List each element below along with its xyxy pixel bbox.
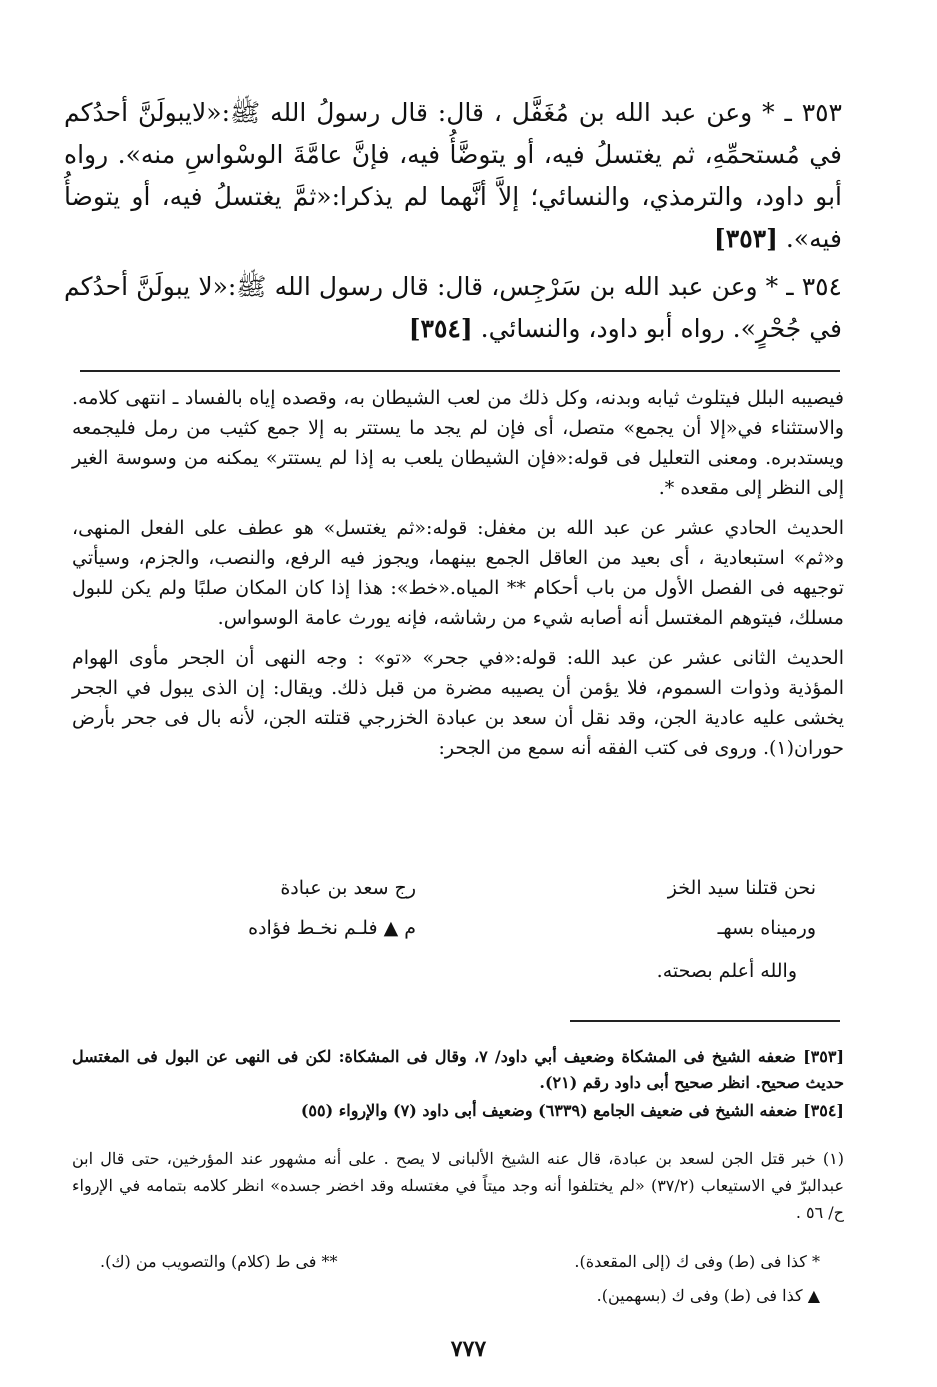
hadith-353-text: ٣٥٣ ـ * وعن عبد الله بن مُغَفَّل ، قال: قال رسولُ الله ﷺ:«لايبولَنَّ أحدُكم في مُستحمِّهِ، ثم يغتسلُ فيه، أو يتوضَّأُ فيه، فإنَّ عامَّةَ الوسْواسِ منه». رواه أبو داود، والترمذي، والنسائي؛ إلاَّ أنَّهما لم يذكرا:«ثمَّ يغتسلُ فيه، أو يتوضأُ فيه».: [64, 98, 842, 253]
hadith-354-ref: [٣٥٤]: [408, 314, 473, 343]
footnote-1-text: (١) خبر قتل الجن لسعد بن عبادة، قال عنه الشيخ الألبانى لا يصح . على أنه مشهور عند المؤرخين، حتى قال ابن عبدالبرّ في الاستيعاب (٣٧/٢) «لم يختلفوا أنه وجد ميتاً في مغتسله وقد اخضر جسده» انظر كلامه بتمامه في الإرواء ح/ ٥٦ .: [72, 1149, 844, 1222]
takhrij-notes: [72, 1044, 844, 1126]
variant-notes-row: [100, 1245, 820, 1279]
hadith-353-ref: [٣٥٣]: [713, 224, 778, 253]
hadith-353: [64, 92, 842, 260]
footnote-divider: [570, 1020, 840, 1022]
variant-notes: [100, 1245, 820, 1313]
poem-verse-1-second-half: رج سعد بن عبادة: [280, 877, 416, 899]
hadith-354-text: ٣٥٤ ـ * وعن عبد الله بن سَرْجِس، قال: قال رسول الله ﷺ:«لا يبولَنَّ أحدُكم في جُحْرٍ». رواه أبو داود، والنسائي.: [64, 272, 842, 343]
poem-verse-2-second-half: م ▲ فلـم نخـط فؤاده: [248, 917, 416, 939]
closing-line: والله أعلم بصحته.: [656, 960, 797, 982]
variant-note-star: * كذا فى (ط) وفى ك (إلى المقعدة).: [574, 1252, 820, 1271]
variant-note-double-star: ** فى ط (كلام) والتصويب من (ك).: [100, 1252, 338, 1271]
hadith-section: [64, 92, 842, 356]
section-divider: [80, 370, 840, 372]
poem: [96, 868, 816, 948]
poem-verse-2: [96, 908, 816, 948]
takhrij-note-353: [٣٥٣] ضعفه الشيخ فى المشكاة وضعيف أبي داود/ ٧، وقال فى المشكاة: لكن فى النهى عن البول فى المغتسل حديث صحيح. انظر صحيح أبى داود رقم (٢١).: [72, 1047, 845, 1092]
variant-note-triangle: ▲ كذا فى (ط) وفى ك (بسهمين).: [596, 1286, 820, 1305]
hadith-354: [64, 266, 842, 350]
footnote-1: [72, 1145, 844, 1226]
page-number: ٧٧٧: [450, 1336, 487, 1362]
commentary-paragraph-3: الحديث الثانى عشر عن عبد الله: قوله:«في جحر» «تو» : وجه النهى أن الجحر مأوى الهوام المؤذية وذوات السموم، فلا يؤمن أن يصيبه مضرة من قبل ذلك. ويقال: إن الذى يبول في الجحر يخشى عليه عادية الجن، وقد نقل أن سعد بن عبادة الخزرجي قتلته الجن، لأنه بال فى جحر بأرض حوران(١). وروى فى كتب الفقه أنه سمع من الجحر:: [72, 647, 844, 759]
commentary-paragraph-1: فيصيبه البلل فيتلوث ثيابه وبدنه، وكل ذلك من لعب الشيطان به، وقصده إياه بالفساد ـ انتهى كلامه. والاستثناء في«إلا أن يجمع» متصل، أى فإن لم يجد ما يستتر به إلا جمع كثيب من رمل فليجمعه ويستدبره. ومعنى التعليل فى قوله:«فإن الشيطان يلعب به إذا لم يستتر» يمكنه من وسوسة الغير إلى النظر إلى مقعده *.: [72, 387, 844, 499]
poem-verse-1: [96, 868, 816, 908]
poem-verse-1-first-half: نحن قتلنا سيد الخز: [667, 877, 816, 899]
poem-verse-2-first-half: ورميناه بسهـ: [717, 917, 816, 939]
takhrij-note-354: [٣٥٤] ضعفه الشيخ فى ضعيف الجامع (٦٣٣٩) وضعيف أبى داود (٧) والإرواء (٥٥): [300, 1101, 844, 1120]
commentary-paragraph-2: الحديث الحادي عشر عن عبد الله بن مغفل: قوله:«ثم يغتسل» هو عطف على الفعل المنهى، و«ثم» استبعادية ، أى بعيد من العاقل الجمع بينهما، ويجوز فيه الرفع، والنصب، والجزم، وسيأتي توجيهه فى الفصل الأول من باب أحكام ** المياه.«خط»: هذا إذا كان المكان صلبًا ولم يكن للبول مسلك، فيتوهم المغتسل أنه أصابه شيء من رشاشه، فإنه يورث عامة الوسواس.: [72, 517, 844, 629]
commentary-section: [72, 383, 844, 773]
